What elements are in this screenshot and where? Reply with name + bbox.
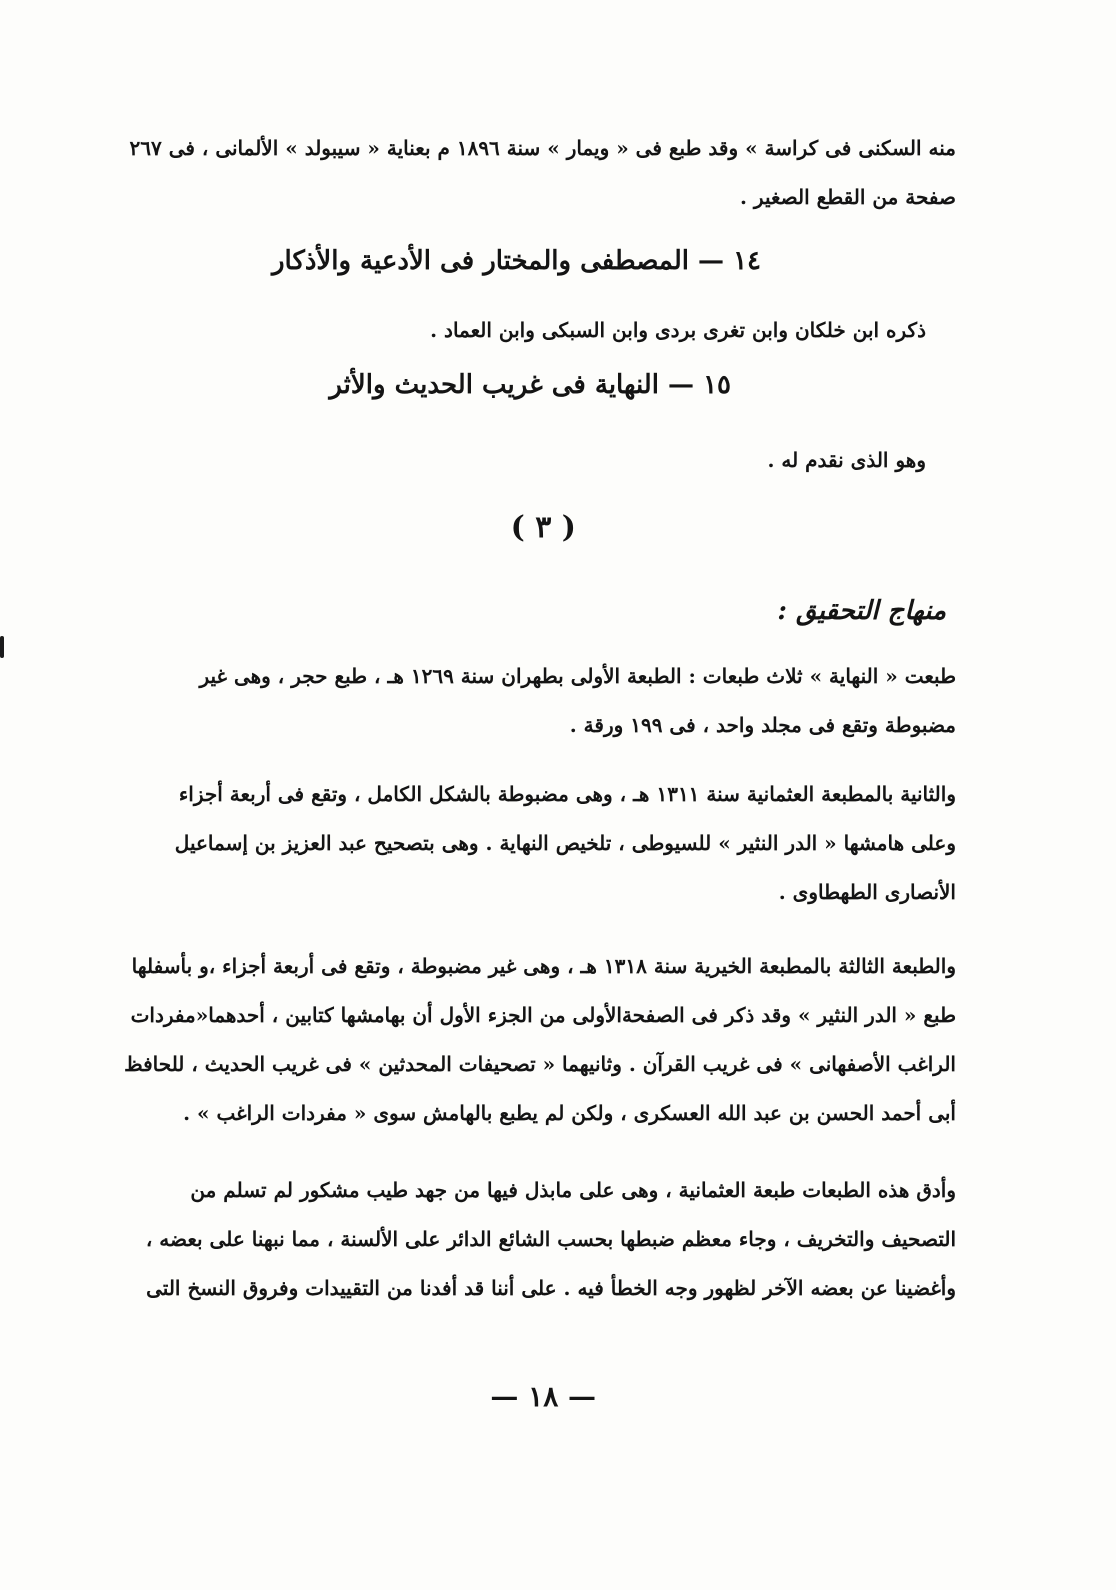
entry-15-line: وهو الذى نقدم له . <box>767 448 926 472</box>
paragraph-2 <box>156 770 956 917</box>
paragraph-1-line-2: مضبوطة وتقع فى مجلد واحد ، فى ١٩٩ ورقة . <box>569 713 956 737</box>
paragraph-3-line-3: الراغب الأصفهانى » فى غريب القرآن . وثانيهما « تصحيفات المحدثين » فى غريب الحديث ، للحافظ <box>124 1052 956 1076</box>
paragraph-3-line-2: طبع « الدر النثير » وقد ذكر فى الصفحةالأولى من الجزء الأول أن بهامشها كتابين ، أحدهما«مفردات <box>130 1003 956 1027</box>
paragraph-1 <box>156 652 956 750</box>
entry-15-text <box>426 436 926 485</box>
section-number: ( ٣ ) <box>510 510 576 545</box>
entry-14-line: ذكره ابن خلكان وابن تغرى بردى وابن السبكى وابن العماد . <box>430 318 926 342</box>
scan-edge-mark <box>0 636 4 658</box>
method-title: منهاج التحقيق : <box>777 596 946 626</box>
entry-14-text <box>206 306 926 355</box>
paragraph-4 <box>145 1166 956 1313</box>
intro-paragraph <box>129 124 956 222</box>
paragraph-4-line-1: وأدق هذه الطبعات طبعة العثمانية ، وهى على مابذل فيها من جهد طيب مشكور لم تسلم من <box>190 1178 956 1202</box>
paragraph-3 <box>124 942 956 1138</box>
paragraph-4-line-2: التصحيف والتخريف ، وجاء معظم ضبطها بحسب الشائع الدائر على الألسنة ، مما نبهنا على بعضه ، <box>145 1227 956 1251</box>
page-number: — ١٨ — <box>490 1380 596 1413</box>
paragraph-3-line-1: والطبعة الثالثة بالمطبعة الخيرية سنة ١٣١٨ هـ ، وهى غير مضبوطة ، وتقع فى أربعة أجزاء ،و بأسفلها <box>131 954 956 978</box>
paragraph-2-line-3: الأنصارى الطهطاوى . <box>778 880 956 904</box>
paragraph-3-line-4: أبى أحمد الحسن بن عبد الله العسكرى ، ولكن لم يطبع بالهامش سوى « مفردات الراغب » . <box>183 1101 956 1125</box>
intro-line-2: صفحة من القطع الصغير . <box>739 185 956 209</box>
intro-line-1: منه السكنى فى كراسة » وقد طبع فى « ويمار » سنة ١٨٩٦ م بعناية « سيبولد » الألمانى ، فى ٢٦٧ <box>129 136 956 160</box>
paragraph-1-line-1: طبعت « النهاية » ثلاث طبعات : الطبعة الأولى بطهران سنة ١٢٦٩ هـ ، طبع حجر ، وهى غير <box>199 664 956 688</box>
entry-15-heading: ١٥ — النهاية فى غريب الحديث والأثر <box>329 370 731 400</box>
paragraph-2-line-2: وعلى هامشها « الدر النثير » للسيوطى ، تلخيص النهاية . وهى بتصحيح عبد العزيز بن إسماعيل <box>174 831 956 855</box>
entry-14-heading: ١٤ — المصطفى والمختار فى الأدعية والأذكار <box>271 246 761 276</box>
paragraph-2-line-1: والثانية بالمطبعة العثمانية سنة ١٣١١ هـ ، وهى مضبوطة بالشكل الكامل ، وتقع فى أربعة أجزاء <box>178 782 956 806</box>
paragraph-4-line-3: وأغضينا عن بعضه الآخر لظهور وجه الخطأ فيه . على أننا قد أفدنا من التقييدات وفروق النسخ التى <box>146 1276 956 1300</box>
